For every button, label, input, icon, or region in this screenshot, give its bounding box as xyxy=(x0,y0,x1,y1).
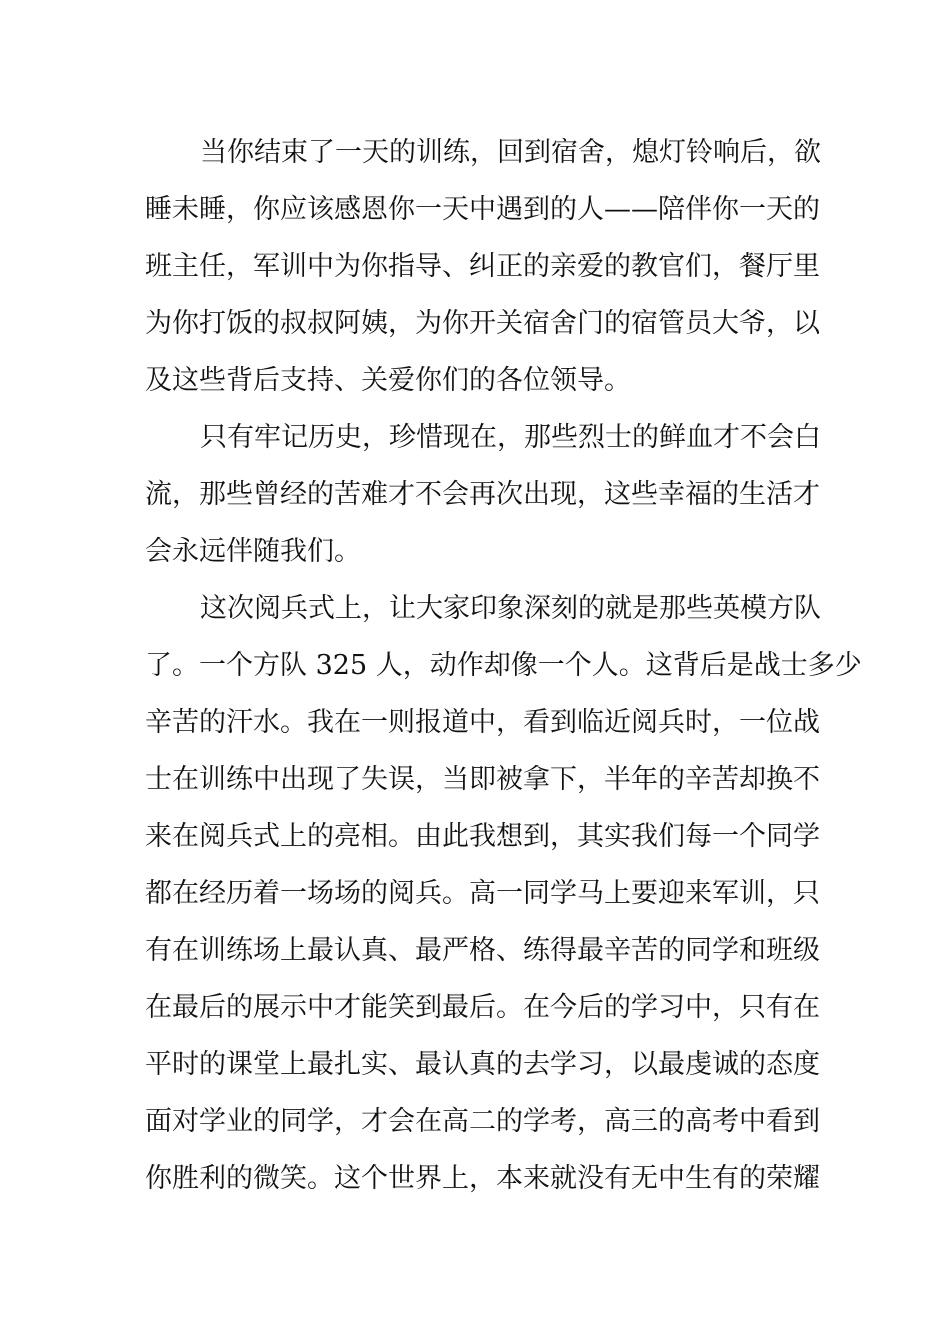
paragraph-3-line-7: 有在训练场上最认真、最严格、练得最辛苦的同学和班级 xyxy=(145,935,820,966)
paragraph-3-line-9: 平时的课堂上最扎实、最认真的去学习，以最虔诚的态度 xyxy=(145,1049,820,1080)
paragraph-2-line-2: 流，那些曾经的苦难才不会再次出现，这些幸福的生活才 xyxy=(145,479,820,510)
paragraph-3-line-3: 辛苦的汗水。我在一则报道中，看到临近阅兵时，一位战 xyxy=(145,707,820,738)
paragraph-3-line-1: 这次阅兵式上，让大家印象深刻的就是那些英模方队 xyxy=(200,593,821,624)
paragraph-1-line-3: 班主任，军训中为你指导、纠正的亲爱的教官们，餐厅里 xyxy=(145,251,820,282)
paragraph-1-line-2: 睡未睡，你应该感恩你一天中遇到的人——陪伴你一天的 xyxy=(145,194,820,225)
paragraph-3-line-6: 都在经历着一场场的阅兵。高一同学马上要迎来军训，只 xyxy=(145,878,820,909)
paragraph-3-line-5: 来在阅兵式上的亮相。由此我想到，其实我们每一个同学 xyxy=(145,821,820,852)
paragraph-3-line-8: 在最后的展示中才能笑到最后。在今后的学习中，只有在 xyxy=(145,992,820,1023)
paragraph-3-line-11: 你胜利的微笑。这个世界上，本来就没有无中生有的荣耀 xyxy=(145,1163,820,1194)
paragraph-1-line-4: 为你打饭的叔叔阿姨，为你开关宿舍门的宿管员大爷，以 xyxy=(145,308,820,339)
paragraph-1-line-5: 及这些背后支持、关爱你们的各位领导。 xyxy=(145,365,631,396)
paragraph-2-line-3: 会永远伴随我们。 xyxy=(145,536,361,567)
paragraph-3-line-4: 士在训练中出现了失误，当即被拿下，半年的辛苦却换不 xyxy=(145,764,820,795)
paragraph-2-line-1: 只有牢记历史，珍惜现在，那些烈士的鲜血才不会白 xyxy=(200,422,821,453)
paragraph-3-line-2: 了。一个方队 325 人，动作却像一个人。这背后是战士多少 xyxy=(145,650,862,681)
paragraph-3-line-10: 面对学业的同学，才会在高二的学考，高三的高考中看到 xyxy=(145,1106,820,1137)
paragraph-1-line-1: 当你结束了一天的训练，回到宿舍，熄灯铃响后，欲 xyxy=(200,137,821,168)
